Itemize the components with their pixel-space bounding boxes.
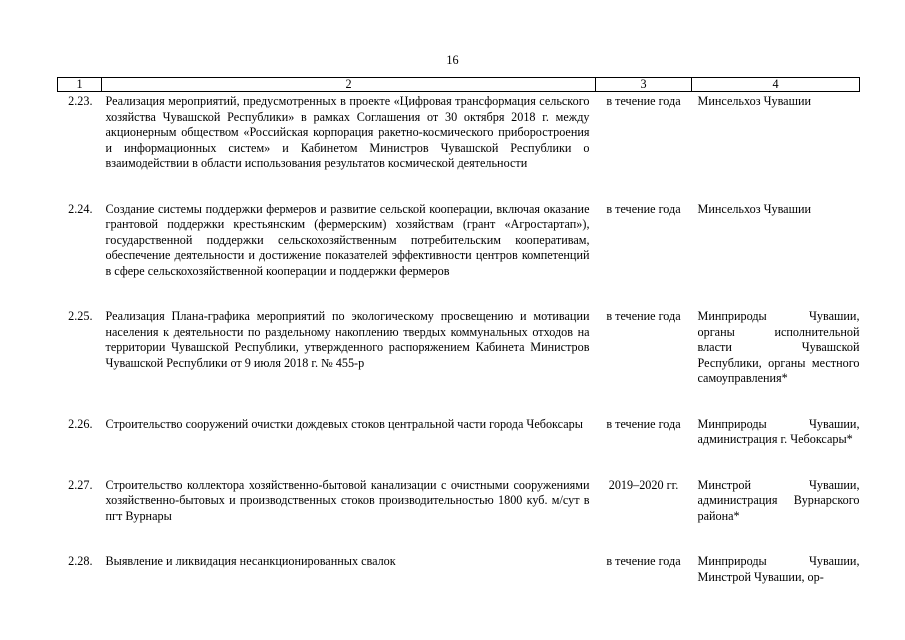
row-responsible: Минстрой Чувашии, администрация Вурнарского района* (697, 477, 860, 523)
row-term: в течение года (606, 201, 681, 216)
row-description: Реализация мероприятий, предусмотренных в проекте «Цифровая трансформация сельского хозяйства Чувашской Республики» в рамках Соглашения от 30 октября 2018 г. между акционерным обществом «Российская корпорация ракетно-космического приборостроения и информационных систем» и Кабинетом Министров Чувашской Республики о взаимодействии в области использования результатов космической деятельности (105, 94, 590, 170)
page-number: 16 (446, 53, 459, 67)
column-header-2: 2 (102, 78, 596, 92)
row-description: Строительство сооружений очистки дождевых стоков центральной части города Чебоксары (105, 416, 583, 431)
row-term: в течение года (606, 416, 681, 431)
row-number: 2.24. (68, 201, 93, 216)
table-row (58, 478, 860, 555)
row-description: Выявление и ликвидация несанкционированных свалок (105, 554, 396, 568)
row-responsible: Минсельхоз Чувашии (697, 201, 812, 216)
table-row (58, 202, 860, 310)
table-row (58, 92, 860, 202)
row-number: 2.23. (68, 94, 93, 108)
row-responsible: Минсельхоз Чувашии (697, 94, 812, 108)
column-header-1: 1 (58, 78, 102, 92)
row-description: Реализация Плана-графика мероприятий по экологическому просвещению и мотивации населения к деятельности по раздельному накоплению твердых коммунальных отходов на территории Чувашской Республики, утвержденного распоряжением Кабинета Министров Чувашской Республики от 9 июля 2018 г. № 455-р (105, 309, 590, 370)
row-term: 2019–2020 гг. (608, 477, 679, 492)
row-term: в течение года (606, 309, 681, 323)
table-row (58, 309, 860, 417)
row-responsible: Минприроды Чувашии, администрация г. Чебоксары* (697, 416, 860, 446)
row-number: 2.27. (68, 477, 93, 492)
row-responsible: Минприроды Чувашии, Минстрой Чувашии, ор- (697, 554, 860, 584)
row-term: в течение года (606, 554, 681, 568)
column-header-3: 3 (596, 78, 692, 92)
measures-table (57, 77, 860, 585)
row-description: Строительство коллектора хозяйственно-бытовой канализации с очистными сооружениями хозяйственно-бытовых и производственных стоков производительностью 1800 куб. м/сут в пгт Вурнары (105, 477, 590, 523)
row-description: Создание системы поддержки фермеров и развитие сельской кооперации, включая оказание грантовой поддержки крестьянским (фермерским) хозяйствам (грант «Агростартап»), государственной поддержки сельскохозяйственным потребительским кооперативам, обеспечение деятельности и достижение показателей эффективности центров компетенций в сфере сельскохозяйственной кооперации и поддержки фермеров (105, 201, 590, 278)
column-header-4: 4 (692, 78, 860, 92)
row-responsible: Минприроды Чувашии, органы исполнительной власти Чувашской Республики, органы местного самоуправления* (697, 309, 860, 385)
table-row (58, 417, 860, 478)
table-row (58, 554, 860, 585)
row-number: 2.26. (68, 416, 93, 431)
row-term: в течение года (606, 94, 681, 108)
row-number: 2.25. (68, 309, 93, 323)
row-number: 2.28. (68, 554, 93, 568)
table-header-row (58, 78, 860, 92)
